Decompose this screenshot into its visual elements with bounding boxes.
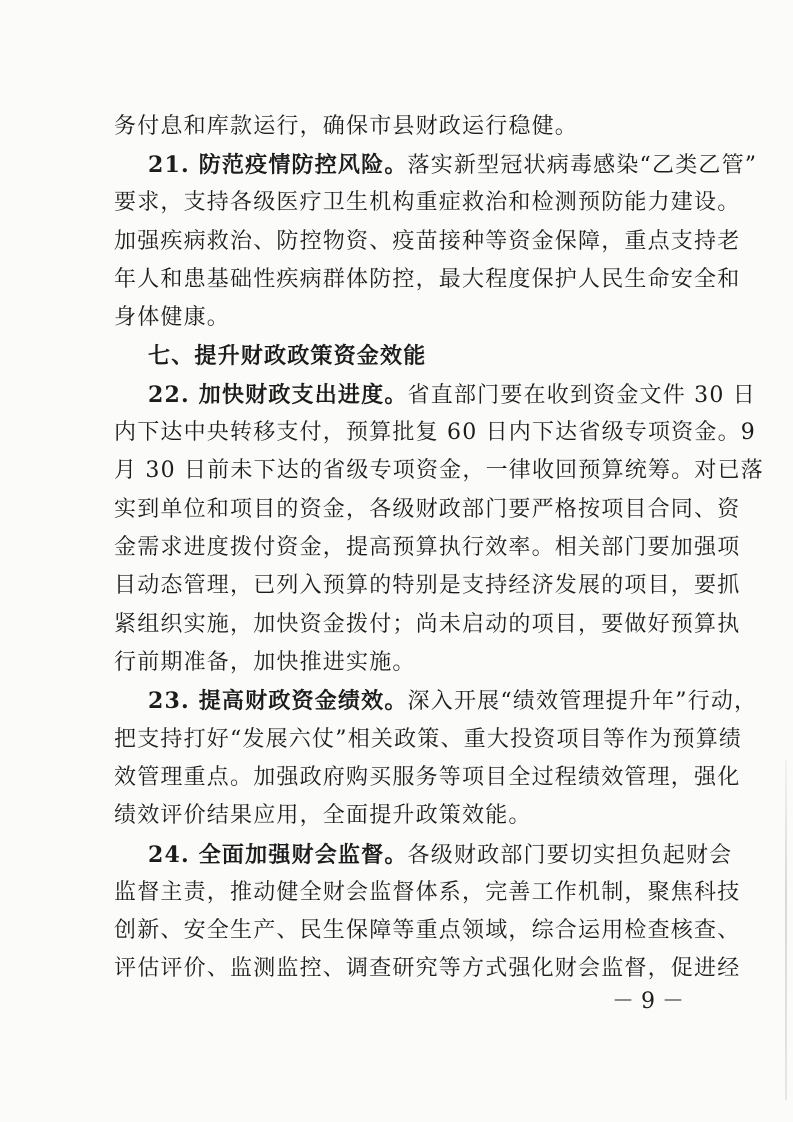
- body-line: 监督主责，推动健全财会监督体系，完善工作机制，聚焦科技: [114, 880, 741, 905]
- section-24-title-line: 24. 全面加强财会监督。各级财政部门要切实担负起财会: [148, 842, 733, 868]
- body-line: 紧组织实施，加快资金拨付；尚未启动的项目，要做好预算执: [114, 612, 741, 637]
- body-line: 年人和患基础性疾病群体防控，最大程度保护人民生命安全和: [114, 267, 741, 292]
- body-line: 把支持打好“发展六仗”相关政策、重大投资项目等作为预算绩: [114, 727, 743, 752]
- section-21-title-line: 21. 防范疫情防控风险。落实新型冠状病毒感染“乙类乙管”: [148, 152, 758, 178]
- body-line: 务付息和库款运行，确保市县财政运行稳健。: [114, 114, 579, 139]
- body-line: 创新、安全生产、民生保障等重点领域，综合运用检查核查、: [114, 918, 741, 943]
- body-line: 行前期准备，加快推进实施。: [114, 650, 416, 675]
- section-22-title-line: 22. 加快财政支出进度。省直部门要在收到资金文件 30 日: [148, 382, 756, 408]
- scan-edge-shadow: [785, 760, 787, 1100]
- body-line: 月 30 日前未下达的省级专项资金，一律收回预算统筹。对已落: [114, 458, 764, 483]
- item-title: 21. 防范疫情防控风险。: [148, 152, 408, 178]
- body-line: 评估评价、监测监控、调查研究等方式强化财会监督，促进经: [114, 956, 741, 981]
- section-23-title-line: 23. 提高财政资金绩效。深入开展“绩效管理提升年”行动，: [148, 688, 758, 714]
- item-title: 23. 提高财政资金绩效。: [148, 688, 408, 714]
- body-line: 效管理重点。加强政府购买服务等项目全过程绩效管理，强化: [114, 765, 741, 790]
- body-line: 要求，支持各级医疗卫生机构重症救治和检测预防能力建设。: [114, 190, 741, 215]
- body-line: 加强疾病救治、防控物资、疫苗接种等资金保障，重点支持老: [114, 229, 741, 254]
- body-line: 身体健康。: [114, 305, 231, 330]
- body-line: 绩效评价结果应用，全面提升政策效能。: [114, 803, 532, 828]
- body-line: 实到单位和项目的资金，各级财政部门要严格按项目合同、资: [114, 497, 741, 522]
- section-heading: 七、提升财政政策资金效能: [148, 343, 427, 369]
- page-number: － 9 －: [612, 989, 684, 1014]
- body-line: 内下达中央转移支付，预算批复 60 日内下达省级专项资金。9: [114, 420, 756, 445]
- item-title: 22. 加快财政支出进度。: [148, 382, 408, 408]
- body-line: 目动态管理，已列入预算的特别是支持经济发展的项目，要抓: [114, 573, 741, 598]
- body-line: 金需求进度拨付资金，提高预算执行效率。相关部门要加强项: [114, 535, 741, 560]
- item-title: 24. 全面加强财会监督。: [148, 842, 408, 868]
